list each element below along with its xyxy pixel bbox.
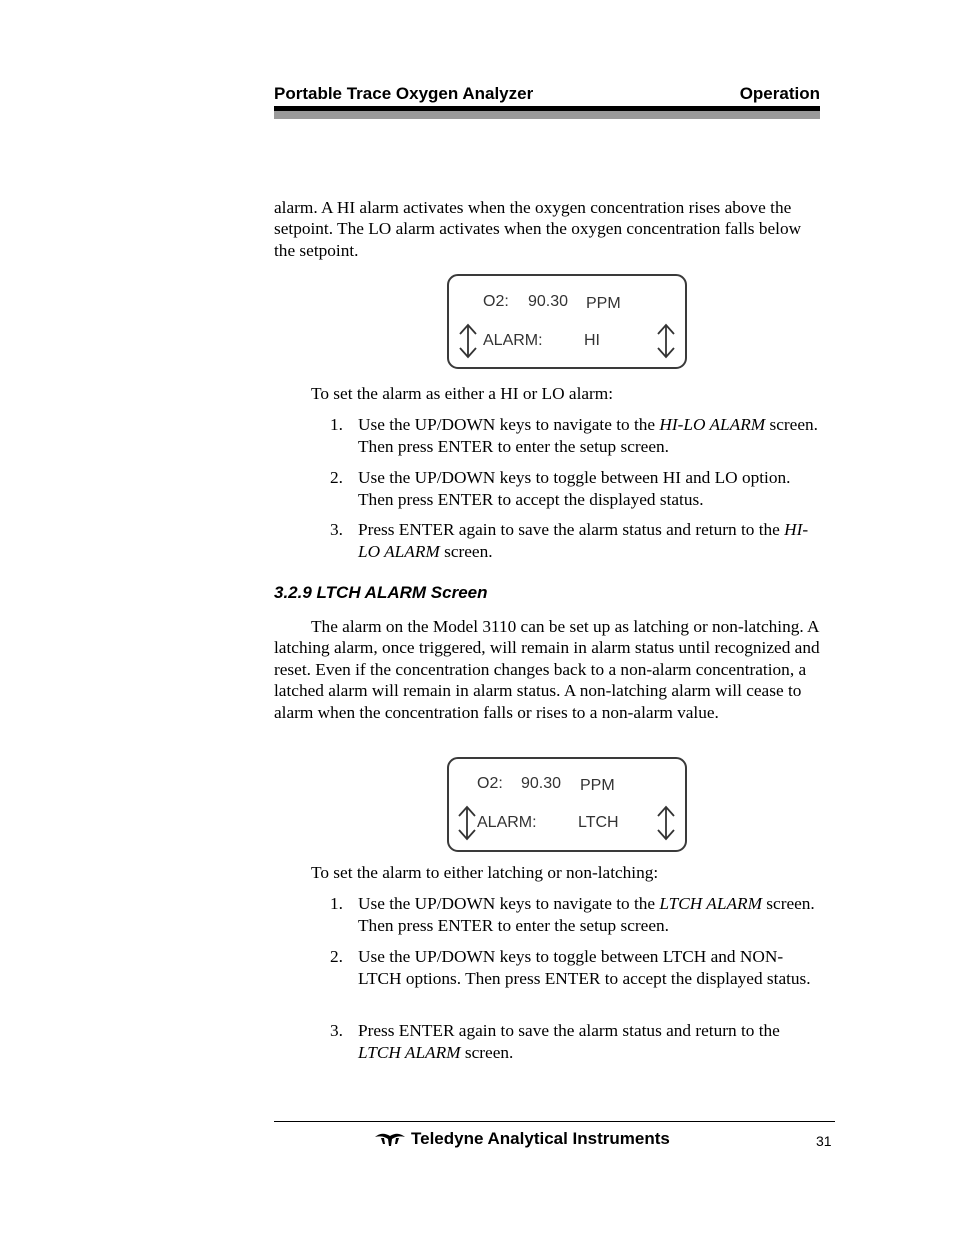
up-down-arrow-icon [656,805,676,841]
footer-rule [274,1121,835,1122]
page-number: 31 [816,1133,832,1149]
lcd-o2-label: O2: [477,775,503,792]
up-down-arrow-icon [458,323,478,359]
lcd-display-hilo [447,274,687,369]
lcd-display-ltch [447,757,687,852]
lcd-alarm-value: HI [584,332,600,349]
lcd-o2-value: 90.30 [528,293,569,310]
lcd-alarm-label: ALARM: [483,332,543,349]
ltch-lead-text: To set the alarm to either latching or non-latching: [311,863,659,882]
lcd-alarm-value: LTCH [578,814,619,831]
footer-company: Teledyne Analytical Instruments [411,1129,670,1148]
section-paragraph: The alarm on the Model 3110 can be set up as latching or non-latching. A latching alarm, once triggered, will remain in alarm status until recognized and reset. Even if the concentration changes back to a non-alarm concentration, a latched alarm will remain in alarm status. A non-latching alarm will cease to alarm when the concentration falls or rises to a non-alarm value. [274,617,820,722]
teledyne-logo-icon [374,1131,406,1147]
lcd-unit: PPM [586,295,621,312]
lcd-alarm-label: ALARM: [477,814,537,831]
lcd-unit: PPM [580,777,615,794]
running-header-section: Operation [739,84,820,103]
section-heading: 3.2.9 LTCH ALARM Screen [274,583,488,602]
running-header-title: Portable Trace Oxygen Analyzer [274,84,534,103]
header-rule-shadow [274,111,820,119]
hilo-lead-text: To set the alarm as either a HI or LO alarm: [311,384,614,403]
lcd-o2-value: 90.30 [521,775,562,792]
up-down-arrow-icon [457,805,477,841]
intro-paragraph: alarm. A HI alarm activates when the oxygen concentration rises above the setpoint. The LO alarm activates when the oxygen concentration falls below the setpoint. [274,198,802,260]
lcd-o2-label: O2: [483,293,509,310]
up-down-arrow-icon [656,323,676,359]
